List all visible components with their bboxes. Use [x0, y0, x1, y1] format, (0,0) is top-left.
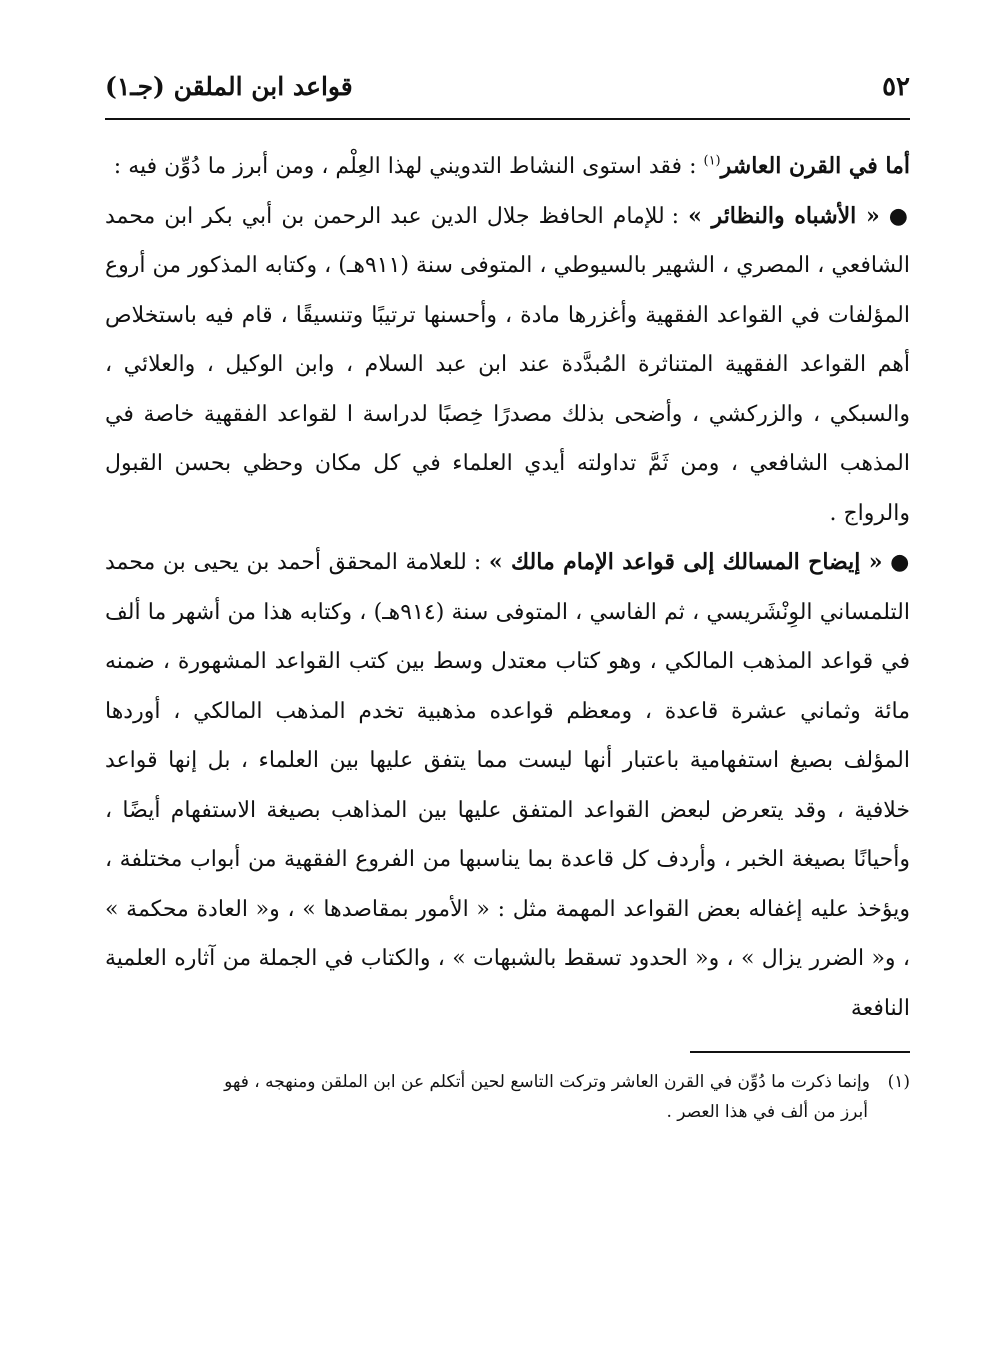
paragraph-ashbah [105, 192, 910, 539]
book-title: « الأشباه والنظائر » [688, 202, 880, 229]
page-header [105, 58, 910, 120]
footnote-text: وإنما ذكرت ما دُوِّن في القرن العاشر وتركت التاسع لحين أتكلم عن ابن الملقن ومنهجه ، فهو [224, 1072, 870, 1092]
footnote-line: أبرز من ألف في هذا العصر . [666, 1102, 868, 1122]
footnote-rule [690, 1051, 910, 1053]
footnote [105, 1067, 910, 1127]
body-text [105, 142, 910, 1033]
paragraph-idah [105, 538, 910, 1033]
document-page [105, 58, 910, 1318]
paragraph-intro [105, 142, 910, 192]
running-title: قواعد ابن الملقن (جـ١) [105, 72, 353, 101]
book-title: « إيضاح المسالك إلى قواعد الإمام مالك » [488, 549, 883, 575]
footnote-ref: (١) [703, 153, 721, 169]
bullet-icon: ● [890, 549, 911, 575]
footnote-number: (١) [887, 1072, 910, 1092]
paragraph-text: : فقد استوى النشاط التدويني لهذا العِلْم ، ومن أبرز ما دُوِّن فيه : [113, 154, 697, 179]
paragraph-text: : للعلامة المحقق أحمد بن يحيى بن محمد التلمساني الوِنْشَريسي ، ثم الفاسي ، المتوفى سنة (٩١٤هـ) ، وكتابه هذا من أشهر ما ألف في قواعد المذهب المالكي ، وهو كتاب معتدل وسط بين كتب القواعد المشهورة ، ضمنه مائة وثماني عشرة قاعدة ، ومعظم قواعده مذهبية تخدم المذهب المالكي ، أوردها المؤلف بصيغ استفهامية باعتبار أنها ليست مما يتفق عليها بين العلماء ، بل إنها قواعد خلافية ، وقد يتعرض لبعض القواعد المتفق عليها بين المذاهب بصيغة الاستفهام أيضًا ، وأحيانًا بصيغة الخبر ، وأردف كل قاعدة بما يناسبها من الفروع الفقهية من أبواب مختلفة ، ويؤخذ عليه إغفاله بعض القواعد المهمة مثل : « الأمور بمقاصدها » ، و« العادة محكمة » ، و« الضرر يزال » ، و« الحدود تسقط بالشبهات » ، والكتاب في الجملة من آثاره العلمية النافعة [105, 550, 910, 1021]
footnote-line [105, 1067, 910, 1097]
bullet-icon: ● [888, 202, 910, 229]
page-number: ٥٢ [882, 72, 910, 102]
header-rule [105, 118, 910, 120]
paragraph-text: : للإمام الحافظ جلال الدين عبد الرحمن بن أبي بكر ابن محمد الشافعي ، المصري ، الشهير بالسيوطي ، المتوفى سنة (٩١١هـ) ، وكتابه المذكور من أروع المؤلفات في القواعد الفقهية وأغزرها مادة ، وأحسنها ترتيبًا وتنسيقًا ، قام فيه باستخلاص أهم القواعد الفقهية المتناثرة المُبدَّدة عند ابن عبد السلام ، وابن الوكيل ، والعلائي ، والسبكي ، والزركشي ، وأضحى بذلك مصدرًا خِصبًا لدراسة ا لقواعد الفقهية خاصة في المذهب الشافعي ، ومن ثَمَّ تداولته أيدي العلماء في كل مكان وحظي بحسن القبول والرواج . [105, 203, 910, 526]
intro-heading: أما في القرن العاشر [720, 153, 910, 179]
